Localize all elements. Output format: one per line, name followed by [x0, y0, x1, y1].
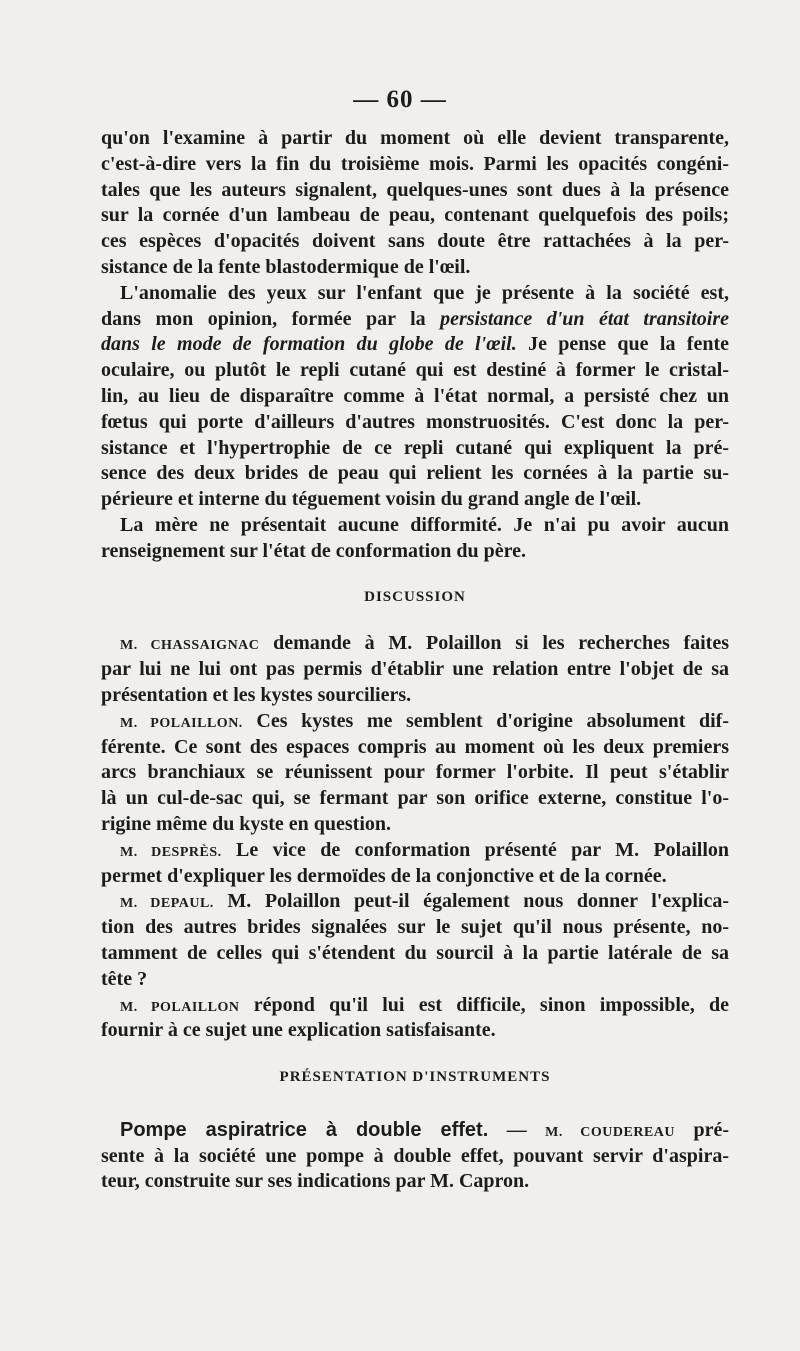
- text-line: fournir à ce sujet une explication satisfaisante.: [101, 1019, 496, 1042]
- speaker-name: M. DESPRÈS.: [120, 844, 222, 860]
- text-line: permet d'expliquer les dermoïdes de la conjonctive et de la cornée.: [101, 864, 667, 887]
- text-line: La mère ne présentait aucune difformité. Je n'ai pu avoir aucun: [120, 513, 729, 536]
- speaker-name: M. DEPAUL.: [120, 896, 214, 912]
- text-line: oculaire, ou plutôt le repli cutané qui est destiné à former le cristal-: [101, 359, 729, 382]
- text-line: [101, 1118, 729, 1144]
- text-line: arcs branchiaux se réunissent pour former l'orbite. Il peut s'établir: [101, 761, 729, 784]
- text-line: sence des deux brides de peau qui relient les cornées à la partie su-: [101, 462, 729, 485]
- speaker-name: M. CHASSAIGNAC: [120, 638, 260, 654]
- spacer: [101, 565, 729, 585]
- text-line: présentation et les kystes sourciliers.: [101, 683, 412, 706]
- text-run: répond qu'il lui est difficile, sinon impossible, de: [239, 993, 729, 1016]
- spacer: [101, 610, 729, 631]
- text-line: [101, 993, 729, 1019]
- italic-run: dans le mode de formation du globe de l'œil.: [101, 333, 517, 356]
- text-line: férente. Ce sont des espaces compris au moment où les deux premiers: [101, 735, 729, 758]
- text-line: [101, 307, 729, 333]
- page-number: — 60 —: [353, 86, 447, 113]
- discussion-heading: DISCUSSION: [364, 588, 466, 605]
- text-line: [101, 709, 729, 735]
- text-line: rigine même du kyste en question.: [101, 812, 391, 835]
- text-line: tales que les auteurs signalent, quelques-unes sont dues à la présence: [101, 178, 729, 201]
- spacer: [101, 1044, 729, 1065]
- text-line: sente à la société une pompe à double effet, pouvant servir d'aspira-: [101, 1144, 729, 1167]
- text-run: Ces kystes me semblent d'origine absolument dif-: [242, 709, 729, 732]
- body-text: [101, 126, 729, 1195]
- text-run: M. Polaillon peut-il également nous donner l'explica-: [213, 890, 730, 913]
- text-line: c'est-à-dire vers la fin du troisième mois. Parmi les opacités congéni-: [101, 152, 729, 175]
- text-line: [101, 838, 729, 864]
- text-line: ces espèces d'opacités doivent sans doute être rattachées à la per-: [101, 230, 729, 253]
- speaker-name: M. POLAILLON.: [120, 715, 243, 731]
- instrument-title: Pompe aspiratrice à double effet.: [120, 1118, 489, 1141]
- text-line: sistance et l'hypertrophie de ce repli cutané qui expliquent la pré-: [101, 436, 729, 459]
- text-line: renseignement sur l'état de conformation du père.: [101, 539, 526, 562]
- text-line: fœtus qui porte d'ailleurs d'autres monstruosités. C'est donc la per-: [101, 410, 729, 433]
- text-line: [101, 631, 729, 657]
- text-line: tamment de celles qui s'étendent du sourcil à la partie latérale de sa: [101, 941, 729, 964]
- text-line: par lui ne lui ont pas permis d'établir une relation entre l'objet de sa: [101, 658, 729, 681]
- text-line: tête ?: [101, 967, 148, 990]
- text-line: périeure et interne du téguement voisin du grand angle de l'œil.: [101, 488, 642, 511]
- italic-run: persistance d'un état transitoire: [440, 307, 729, 330]
- text-run: demande à M. Polaillon si les recherches faites: [259, 632, 729, 655]
- text-line: qu'on l'examine à partir du moment où elle devient transparente,: [101, 127, 729, 149]
- text-line: là un cul-de-sac qui, se fermant par son orifice externe, constitue l'o-: [101, 787, 729, 810]
- text-run: Je pense que la fente: [516, 333, 729, 356]
- text-line: L'anomalie des yeux sur l'enfant que je présente à la société est,: [120, 281, 729, 304]
- speaker-name: M. POLAILLON: [120, 999, 240, 1015]
- text-run: pré-: [675, 1118, 729, 1141]
- text-line: teur, construite sur ses indications par M. Capron.: [101, 1170, 530, 1193]
- text-line: sur la cornée d'un lambeau de peau, contenant quelquefois des poils;: [101, 204, 729, 227]
- text-line: tion des autres brides signalées sur le sujet qu'il nous présente, no-: [101, 916, 729, 939]
- dash: —: [488, 1118, 546, 1141]
- text-line: [101, 889, 729, 915]
- speaker-name: M. COUDEREAU: [545, 1124, 676, 1140]
- text-run: Le vice de conformation présenté par M. Polaillon: [221, 838, 730, 861]
- text-line: sistance de la fente blastodermique de l'œil.: [101, 255, 471, 278]
- text-line: [101, 332, 729, 358]
- text-line: lin, au lieu de disparaître comme à l'état normal, a persisté chez un: [101, 384, 729, 407]
- spacer: [101, 1091, 729, 1118]
- instruments-heading: PRÉSENTATION D'INSTRUMENTS: [279, 1069, 551, 1086]
- text-run: dans mon opinion, formée par la: [101, 307, 441, 330]
